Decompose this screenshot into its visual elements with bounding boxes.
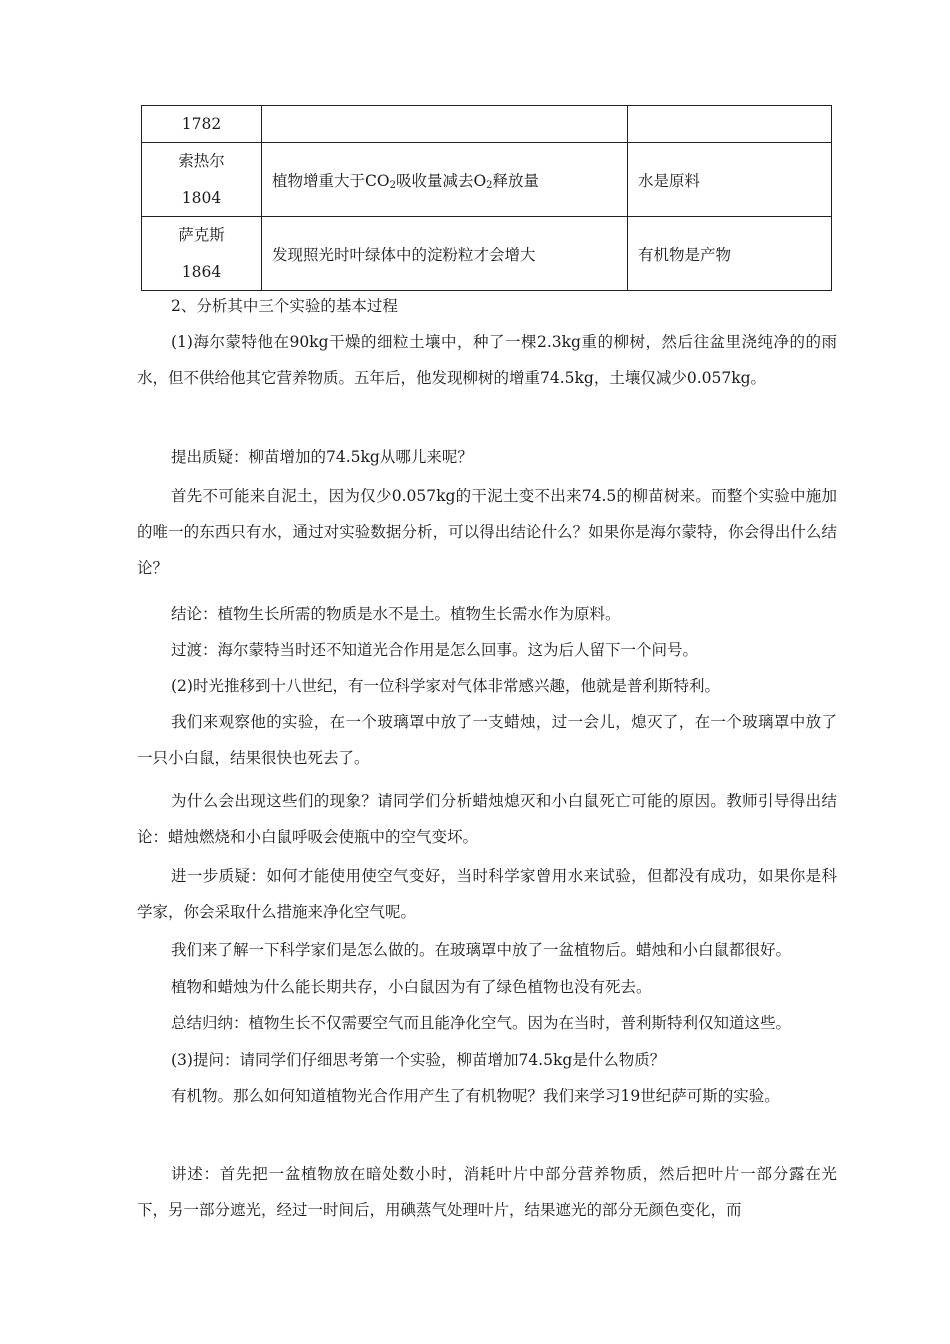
finding-text: 吸收量减去O (395, 171, 487, 190)
subscript: 2 (486, 179, 493, 191)
paragraph: 有机物。那么如何知道植物光合作用产生了有机物呢？我们来学习19世纪萨可斯的实验。 (171, 1087, 780, 1105)
paragraph: (2)时光推移到十八世纪，有一位科学家对气体非常感兴趣，他就是普利斯特利。 (171, 677, 720, 695)
year: 1804 (181, 189, 222, 207)
conclusion-cell: 水是原料 (628, 143, 832, 217)
scientist-cell (142, 106, 262, 143)
paragraph: 首先不可能来自泥土，因为仅少0.057kg的干泥土变不出来74.5的柳苗树来。而整个实验中施加的唯一的东西只有水，通过对实验数据分析，可以得出结论什么？如果你是海尔蒙特，你会得出什么结论？ (137, 487, 837, 577)
table-row (142, 217, 832, 291)
paragraph: 过渡：海尔蒙特当时还不知道光合作用是怎么回事。这为后人留下一个问号。 (171, 641, 699, 659)
table-row (142, 106, 832, 143)
finding-cell (262, 143, 628, 217)
paragraph: 植物和蜡烛为什么能长期共存，小白鼠因为有了绿色植物也没有死去。 (171, 978, 652, 996)
section-heading: 2、分析其中三个实验的基本过程 (171, 297, 398, 315)
finding-text: 植物增重大于CO (272, 171, 390, 190)
history-table (141, 105, 832, 291)
scientist-name: 萨克斯 (178, 226, 225, 244)
paragraph: (3)提问：请同学们仔细思考第一个实验，柳苗增加74.5kg是什么物质？ (171, 1051, 666, 1069)
paragraph: 进一步质疑：如何才能使用使空气变好，当时科学家曾用水来试验，但都没有成功，如果你是科学家，你会采取什么措施来净化空气呢。 (137, 867, 837, 921)
finding-cell (262, 106, 628, 143)
paragraph: 结论：植物生长所需的物质是水不是土。植物生长需水作为原料。 (171, 605, 621, 623)
scientist-name: 索热尔 (178, 152, 225, 170)
conclusion-cell (628, 106, 832, 143)
paragraph: 为什么会出现这些们的现象？请同学们分析蜡烛熄灭和小白鼠死亡可能的原因。教师引导得出结论：蜡烛燃烧和小白鼠呼吸会使瓶中的空气变坏。 (137, 792, 837, 846)
finding-cell: 发现照光时叶绿体中的淀粉粒才会增大 (262, 217, 628, 291)
paragraph: 总结归纳：植物生长不仅需要空气而且能净化空气。因为在当时，普利斯特利仅知道这些。 (171, 1014, 792, 1032)
subscript: 2 (389, 179, 396, 191)
year: 1864 (181, 263, 222, 281)
paragraph: (1)海尔蒙特他在90kg干燥的细粒土壤中，种了一棵2.3kg重的柳树，然后往盆里浇纯净的的雨水，但不供给他其它营养物质。五年后，他发现柳树的增重74.5kg，土壤仅减少0.057kg。 (137, 333, 837, 387)
conclusion-cell: 有机物是产物 (628, 217, 832, 291)
table-row (142, 143, 832, 217)
paragraph: 我们来观察他的实验，在一个玻璃罩中放了一支蜡烛，过一会儿，熄灭了，在一个玻璃罩中放了一只小白鼠，结果很快也死去了。 (137, 713, 837, 767)
paragraph: 我们来了解一下科学家们是怎么做的。在玻璃罩中放了一盆植物后。蜡烛和小白鼠都很好。 (171, 941, 792, 959)
scientist-cell (142, 143, 262, 217)
finding-text: 释放量 (492, 171, 540, 190)
scientist-cell (142, 217, 262, 291)
paragraph: 提出质疑：柳苗增加的74.5kg从哪儿来呢？ (171, 448, 473, 466)
year: 1782 (181, 115, 222, 133)
paragraph: 讲述：首先把一盆植物放在暗处数小时，消耗叶片中部分营养物质，然后把叶片一部分露在光下，另一部分遮光，经过一时间后，用碘蒸气处理叶片，结果遮光的部分无颜色变化，而 (137, 1165, 837, 1219)
